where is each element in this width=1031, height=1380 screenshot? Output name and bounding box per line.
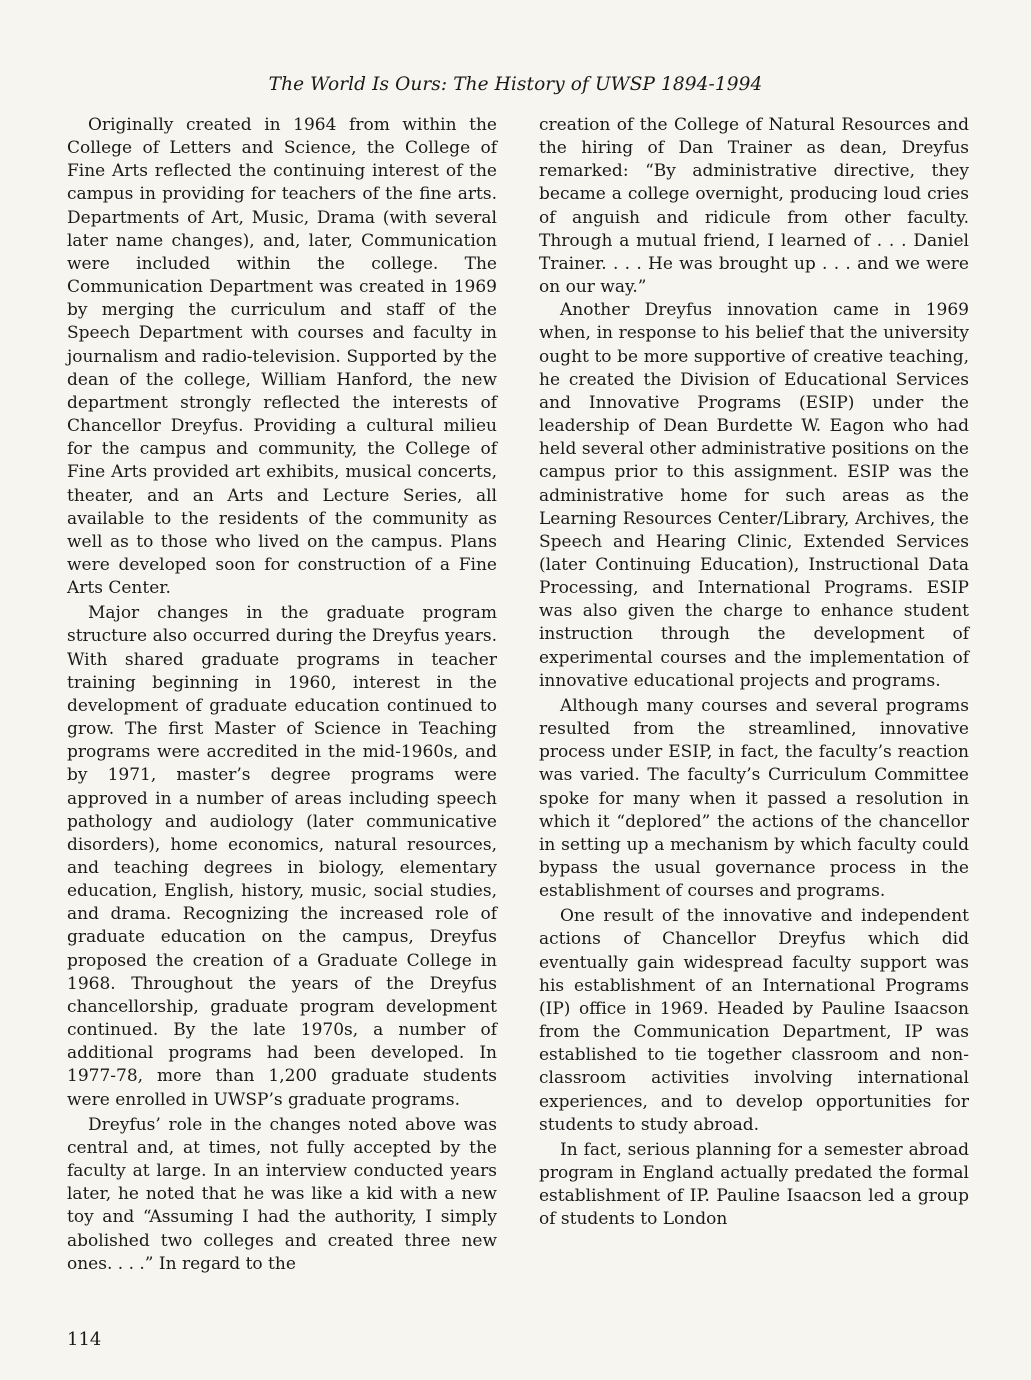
page-number: 114 (67, 1329, 102, 1350)
left-column (67, 114, 497, 1276)
right-column (539, 114, 969, 1232)
paragraph: Originally created in 1964 from within the College of Letters and Science, the College of Fine Arts reflected the continuing interest of the campus in providing for teachers of the fine arts. Departments of Art, Music, Drama (with several later name changes), and, later, Communication were included within the college. The Communication Department was created in 1969 by merging the curriculum and staff of the Speech Department with courses and faculty in journalism and radio-television. Supported by the dean of the college, William Hanford, the new department strongly reflected the interests of Chancellor Dreyfus. Providing a cultural milieu for the campus and community, the College of Fine Arts provided art exhibits, musical concerts, theater, and an Arts and Lecture Series, all available to the residents of the community as well as to those who lived on the campus. Plans were developed soon for construction of a Fine Arts Center. (67, 115, 497, 599)
paragraph: Dreyfus’ role in the changes noted above was central and, at times, not fully accepted by the faculty at large. In an interview conducted years later, he noted that he was like a kid with a new toy and “Assuming I had the authority, I simply abolished two colleges and created three new ones. . . .” In regard to the (67, 1114, 497, 1274)
paragraph: Another Dreyfus innovation came in 1969 when, in response to his belief that the university ought to be more supportive of creative teaching, he created the Division of Educational Services and Innovative Programs (ESIP) under the leadership of Dean Burdette W. Eagon who had held several other administrative positions on the campus prior to this assignment. ESIP was the administrative home for such areas as the Learning Resources Center/Library, Archives, the Speech and Hearing Clinic, Extended Services (later Continuing Education), Instructional Data Processing, and International Programs. ESIP was also given the charge to enhance student instruction through the development of experimental courses and the implementation of innovative educational projects and programs. (539, 300, 969, 691)
paragraph: One result of the innovative and independent actions of Chancellor Dreyfus which did eventually gain widespread faculty support was his establishment of an International Programs (IP) office in 1969. Headed by Pauline Isaacson from the Communication Department, IP was established to tie together classroom and non-classroom activities involving international experiences, and to develop opportunities for students to study abroad. (539, 906, 969, 1135)
paragraph: Although many courses and several programs resulted from the streamlined, innovative process under ESIP, in fact, the faculty’s reaction was varied. The faculty’s Curriculum Committee spoke for many when it passed a resolution in which it “deplored” the actions of the chancellor in setting up a mechanism by which faculty could bypass the usual governance process in the establishment of courses and programs. (539, 695, 969, 902)
paragraph-continued: creation of the College of Natural Resources and the hiring of Dan Trainer as dean, Dreyfus remarked: “By administrative directive, they became a college overnight, producing loud cries of anguish and ridicule from other faculty. Through a mutual friend, I learned of . . . Daniel Trainer. . . . He was brought up . . . and we were on our way.” (539, 115, 969, 298)
paragraph: In fact, serious planning for a semester abroad program in England actually predated the formal establishment of IP. Pauline Isaacson led a group of students to London (539, 1139, 969, 1230)
running-header: The World Is Ours: The History of UWSP 1894-1994 (268, 74, 763, 95)
paragraph: Major changes in the graduate program structure also occurred during the Dreyfus years. With shared graduate programs in teacher training beginning in 1960, interest in the development of graduate education continued to grow. The first Master of Science in Teaching programs were accredited in the mid-1960s, and by 1971, master’s degree programs were approved in a number of areas including speech pathology and audiology (later communicative disorders), home economics, natural resources, and teaching degrees in biology, elementary education, English, history, music, social studies, and drama. Recognizing the increased role of graduate education on the campus, Dreyfus proposed the creation of a Graduate College in 1968. Throughout the years of the Dreyfus chancellorship, graduate program development continued. By the late 1970s, a number of additional programs had been developed. In 1977-78, more than 1,200 graduate students were enrolled in UWSP’s graduate programs. (67, 603, 497, 1110)
